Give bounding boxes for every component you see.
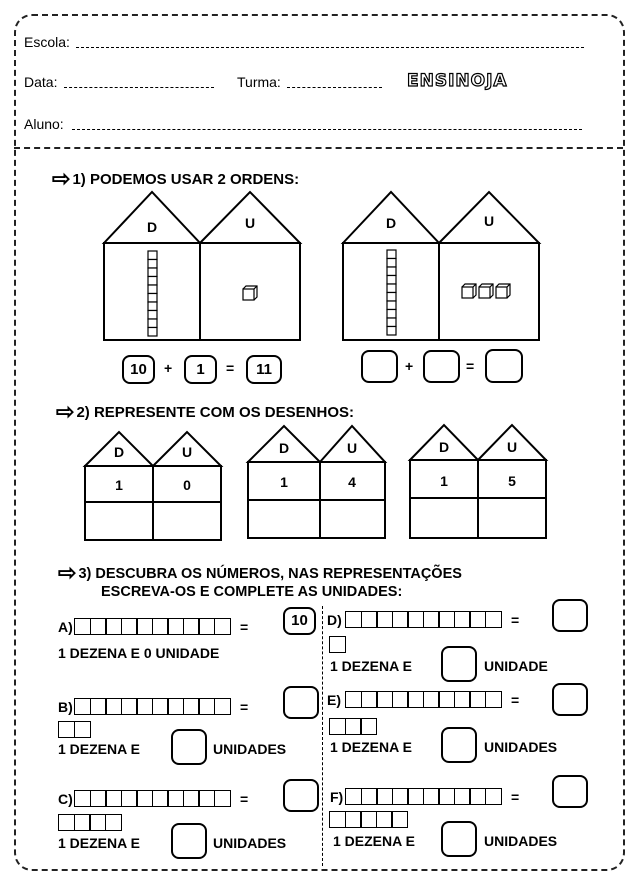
tens-value: 1 (280, 474, 288, 490)
unit-square (392, 691, 409, 708)
unit-square (58, 721, 75, 738)
tens-box: 10 (122, 355, 155, 384)
house-d-label: D (146, 219, 158, 235)
unit-square (183, 698, 200, 715)
unit-square (392, 611, 409, 628)
unit-square (485, 611, 502, 628)
place-value-house-2 (248, 426, 385, 538)
unit-square (360, 811, 377, 828)
unit-square (469, 691, 486, 708)
dezena-text: 1 DEZENA E (58, 835, 140, 851)
unit-square (345, 718, 362, 735)
ten-squares-row (74, 618, 231, 635)
section3-subtitle: ESCREVA-OS E COMPLETE AS UNIDADES: (101, 584, 403, 600)
number-answer-box[interactable] (552, 683, 588, 716)
turma-label: Turma: (237, 74, 281, 90)
units-answer-box[interactable] (171, 729, 207, 765)
section1-title: ⇨ 1) PODEMOS USAR 2 ORDENS: (52, 166, 300, 191)
u-label: U (181, 444, 193, 460)
place-value-house-1 (85, 432, 221, 540)
units-answer-box[interactable] (441, 821, 477, 857)
extra-unit-squares (58, 814, 122, 831)
equals-sign: = (240, 699, 249, 715)
dezena-text: 1 DEZENA E (330, 739, 412, 755)
plus-sign: + (164, 360, 173, 376)
unit-square (329, 636, 346, 653)
unit-square (345, 811, 362, 828)
arrow-icon: ⇨ (56, 399, 75, 424)
column-divider (322, 606, 323, 866)
unit-square (167, 790, 184, 807)
extra-unit-squares (329, 811, 408, 828)
unit-square (329, 811, 346, 828)
unit-square (423, 611, 440, 628)
unit-square (121, 790, 138, 807)
number-answer-box (283, 607, 316, 635)
unit-square (105, 790, 122, 807)
unit-square (214, 618, 231, 635)
number-answer-box[interactable] (283, 686, 319, 719)
unit-square (376, 691, 393, 708)
unidades-text: UNIDADES (213, 835, 287, 851)
number-answer-box[interactable] (552, 599, 588, 632)
unit-square (391, 811, 408, 828)
unit-square (136, 698, 153, 715)
unit-square (361, 611, 378, 628)
ten-squares-row (345, 788, 502, 805)
unit-square (183, 618, 200, 635)
house-u-label: U (483, 213, 495, 229)
unit-square (74, 790, 91, 807)
unit-square (454, 691, 471, 708)
d-label: D (113, 444, 125, 460)
unit-square (167, 698, 184, 715)
equals-sign: = (466, 358, 475, 374)
arrow-icon: ⇨ (58, 560, 77, 585)
dezena-text: 1 DEZENA E (333, 833, 415, 849)
unit-square (198, 698, 215, 715)
unit-square (438, 611, 455, 628)
unit-square (407, 788, 424, 805)
arrow-icon: ⇨ (52, 166, 71, 191)
u-label: U (346, 440, 358, 456)
extra-unit-squares (329, 718, 377, 735)
ones-value: 5 (508, 473, 516, 489)
unit-square (198, 790, 215, 807)
equals-sign: = (226, 360, 235, 376)
answer-value: 10 (291, 612, 308, 629)
extra-unit-squares (58, 721, 91, 738)
equals-sign: = (511, 692, 520, 708)
units-answer-box[interactable] (441, 727, 477, 763)
unit-square (454, 611, 471, 628)
unit-square (105, 618, 122, 635)
house-d-label: D (385, 215, 397, 231)
number-answer-box[interactable] (283, 779, 319, 812)
unit-square (345, 691, 362, 708)
ten-squares-row (74, 698, 231, 715)
unit-square (167, 618, 184, 635)
unit-square (198, 618, 215, 635)
ten-squares-row (74, 790, 231, 807)
item-letter: B) (58, 699, 73, 715)
place-value-house-3 (410, 425, 546, 538)
unit-square (105, 814, 122, 831)
unit-square (438, 691, 455, 708)
dezena-text: 1 DEZENA E (58, 741, 140, 757)
unit-square (361, 691, 378, 708)
unit-square (329, 718, 346, 735)
unit-square (469, 611, 486, 628)
dezena-text: 1 DEZENA E 0 UNIDADE (58, 645, 220, 661)
unit-square (407, 691, 424, 708)
unit-square (376, 811, 393, 828)
equals-sign: = (511, 789, 520, 805)
house-u-label: U (244, 215, 256, 231)
unit-square (345, 611, 362, 628)
equals-sign: = (240, 791, 249, 807)
unit-square (423, 691, 440, 708)
unit-square (152, 790, 169, 807)
total-box: 11 (246, 355, 282, 384)
aluno-label: Aluno: (24, 116, 64, 132)
u-label: U (506, 439, 518, 455)
equals-sign: = (240, 619, 249, 635)
unidades-text: UNIDADES (213, 741, 287, 757)
unit-square (423, 788, 440, 805)
data-label: Data: (24, 74, 58, 90)
unit-square (214, 790, 231, 807)
unit-square (105, 698, 122, 715)
unit-square (90, 618, 107, 635)
number-answer-box[interactable] (552, 775, 588, 808)
unit-square (183, 790, 200, 807)
units-answer-box[interactable] (441, 646, 477, 682)
d-label: D (438, 439, 450, 455)
item-letter: C) (58, 791, 73, 807)
section3-title: ⇨ 3) DESCUBRA OS NÚMEROS, NAS REPRESENTAÇÕES (58, 560, 462, 585)
ten-squares-row (345, 691, 502, 708)
section2-title: ⇨ 2) REPRESENTE COM OS DESENHOS: (56, 399, 354, 424)
unit-square (74, 698, 91, 715)
unit-square (74, 814, 91, 831)
unit-square (454, 788, 471, 805)
unit-square (121, 618, 138, 635)
item-letter: D) (327, 612, 342, 628)
unit-square (89, 814, 106, 831)
unidades-text: UNIDADES (484, 739, 558, 755)
unit-square (90, 698, 107, 715)
unit-square (74, 721, 91, 738)
unidades-text: UNIDADES (484, 833, 558, 849)
unit-square (90, 790, 107, 807)
unit-square (360, 718, 377, 735)
ones-value: 0 (183, 477, 191, 493)
dezena-text: 1 DEZENA E (330, 658, 412, 674)
unit-square (407, 611, 424, 628)
ones-box: 1 (184, 355, 217, 384)
unit-square (485, 788, 502, 805)
tens-value: 1 (440, 473, 448, 489)
unit-square (485, 691, 502, 708)
unit-square (121, 698, 138, 715)
item-letter: F) (330, 789, 344, 805)
unit-square (214, 698, 231, 715)
item-letter: E) (327, 692, 341, 708)
unit-square (136, 790, 153, 807)
plus-sign: + (405, 358, 414, 374)
tens-value: 1 (115, 477, 123, 493)
ensinoja-logo: ENSINOJA (407, 71, 508, 91)
unit-square (74, 618, 91, 635)
unit-square (152, 618, 169, 635)
unit-square (58, 814, 75, 831)
unit-square (469, 788, 486, 805)
extra-unit-squares (329, 636, 346, 653)
unit-square (376, 611, 393, 628)
d-label: D (278, 440, 290, 456)
ten-squares-row (345, 611, 502, 628)
ones-value: 4 (348, 474, 356, 490)
unit-square (392, 788, 409, 805)
units-answer-box[interactable] (171, 823, 207, 859)
escola-label: Escola: (24, 34, 70, 50)
unit-square (345, 788, 362, 805)
unit-square (152, 698, 169, 715)
unidades-text: UNIDADE (484, 658, 548, 674)
unit-square (361, 788, 378, 805)
unit-square (438, 788, 455, 805)
unit-square (376, 788, 393, 805)
equals-sign: = (511, 612, 520, 628)
unit-square (136, 618, 153, 635)
item-letter: A) (58, 619, 73, 635)
